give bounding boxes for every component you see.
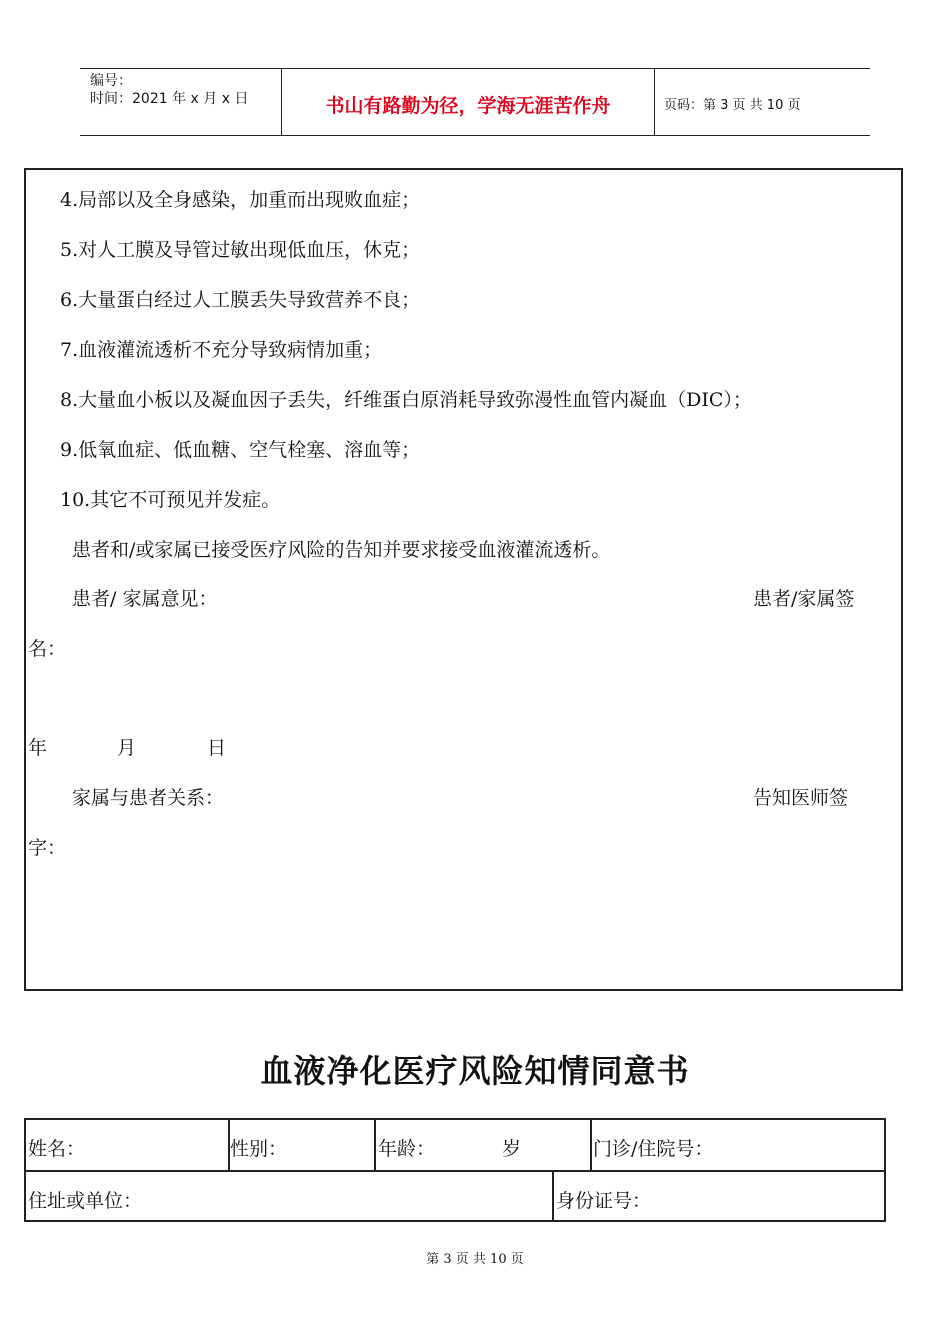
consent-statement: 患者和/或家属已接受医疗风险的告知并要求接受血液灌流透析。 [72,539,611,561]
patient-info-table [24,1118,886,1222]
header-bottom-rule [80,135,870,136]
address-label: 住址或单位： [28,1190,143,1212]
patient-sign-label: 患者/家属签 [753,588,855,610]
record-number-label: 门诊/住院号： [593,1138,714,1160]
risk-item: 7.血液灌流透析不充分导致病情加重； [60,339,383,361]
patient-sign-label-cont: 名： [28,638,67,660]
risk-item: 4.局部以及全身感染，加重而出现败血症； [60,189,421,211]
table-col-divider [374,1120,376,1170]
doctor-sign-label-cont: 字： [28,837,67,859]
name-label: 姓名： [28,1138,86,1160]
date-year: 年 [28,737,48,759]
risk-item: 9.低氧血症、低血糖、空气栓塞、溶血等； [60,439,421,461]
table-col-divider [552,1170,554,1222]
risk-item: 10.其它不可预见并发症。 [60,489,281,511]
header-page-info: 页码：第 3 页 共 10 页 [664,98,801,113]
header-motto: 书山有路勤为径，学海无涯苦作舟 [325,95,611,117]
age-unit: 岁 [502,1138,522,1160]
relation-label: 家属与患者关系： [72,787,225,809]
age-label: 年龄： [378,1138,436,1160]
risk-item: 5.对人工膜及导管过敏出现低血压，休克； [60,239,421,261]
risk-item: 8.大量血小板以及凝血因子丢失，纤维蛋白原消耗导致弥漫性血管内凝血（DIC）； [60,389,752,411]
header-code: 编号： [90,73,132,89]
date-day: 日 [207,737,227,759]
patient-opinion-label: 患者/ 家属意见： [72,588,218,610]
id-number-label: 身份证号： [556,1190,652,1212]
form-title: 血液净化医疗风险知情同意书 [260,1052,690,1090]
doctor-sign-label: 告知医师签 [753,787,849,809]
header-date: 时间：2021 年 x 月 x 日 [90,91,249,107]
table-row-divider [26,1170,884,1172]
page-footer: 第 3 页 共 10 页 [426,1252,524,1267]
table-col-divider [590,1120,592,1170]
date-month: 月 [117,737,137,759]
header-divider-right [654,68,655,135]
gender-label: 性别： [230,1138,288,1160]
header-meta [90,72,248,108]
risk-item: 6.大量蛋白经过人工膜丢失导致营养不良； [60,289,421,311]
header-top-rule [80,68,870,69]
